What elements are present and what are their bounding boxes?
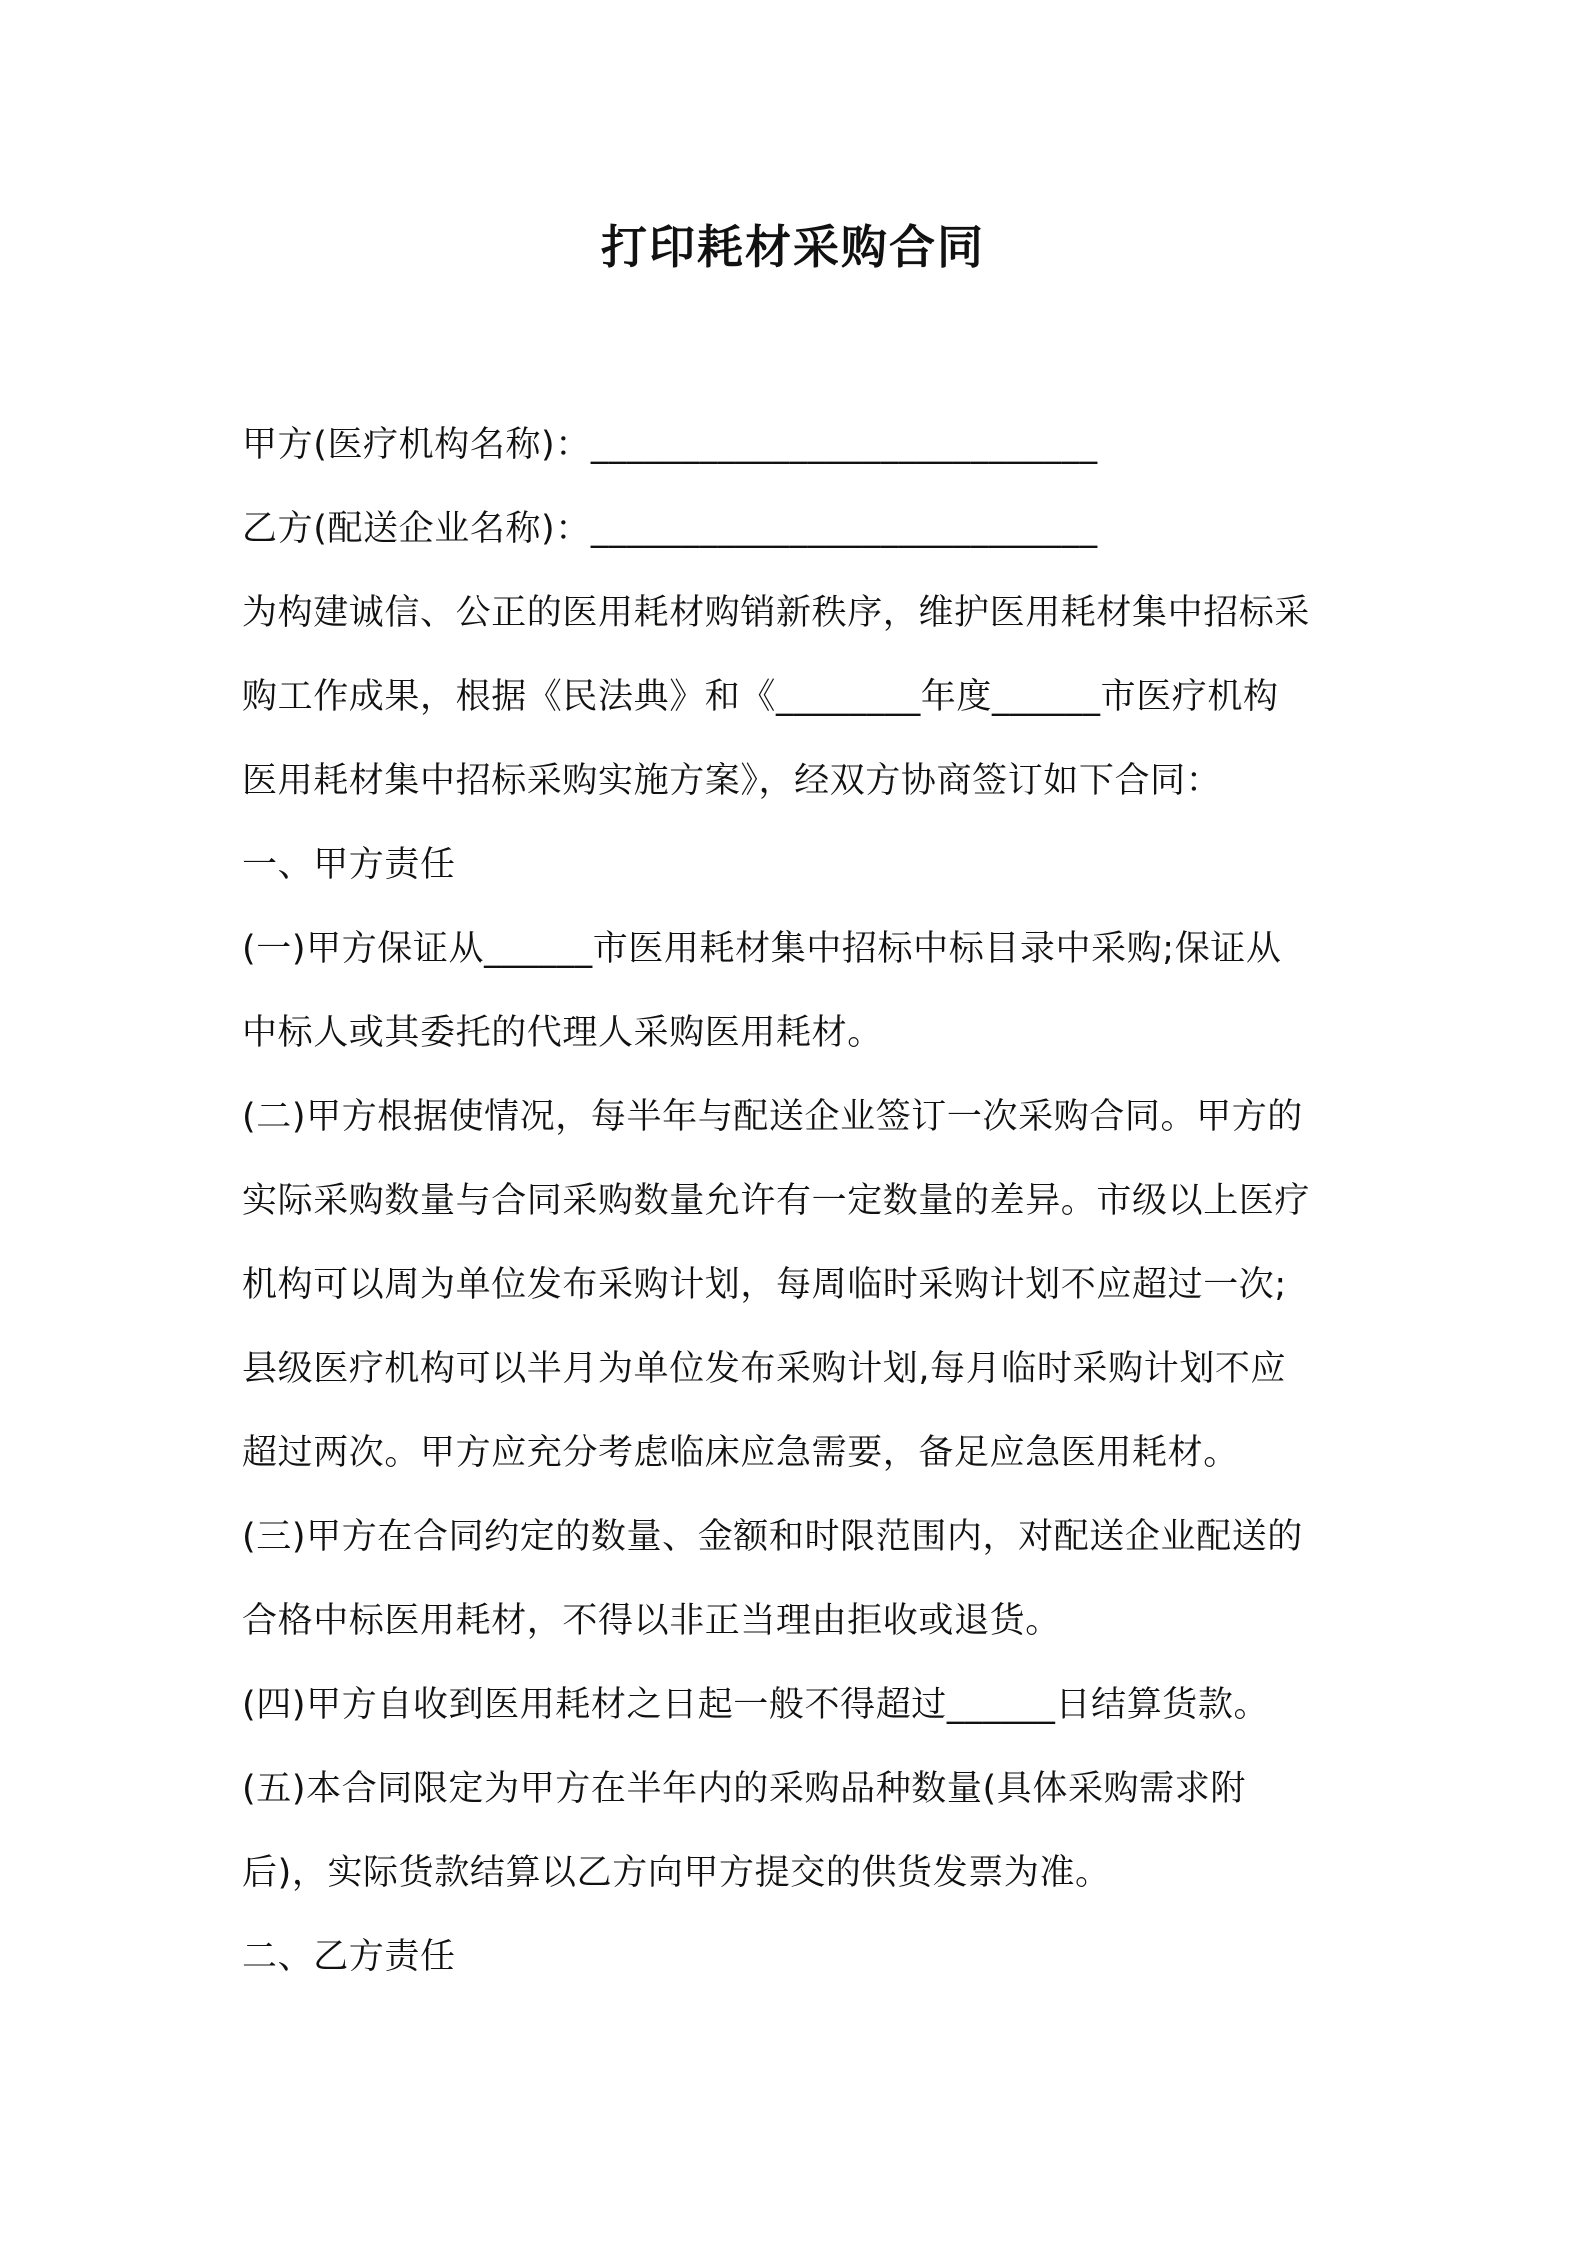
clause-line: 合格中标医用耗材，不得以非正当理由拒收或退货。 [242,1601,1061,1641]
clause-line: 中标人或其委托的代理人采购医用耗材。 [242,1013,883,1053]
section-heading-party-a: 一、甲方责任 [242,845,456,885]
clause-line: (五)本合同限定为甲方在半年内的采购品种数量(具体采购需求附 [242,1769,1246,1809]
preamble-line: 医用耗材集中招标采购实施方案》，经双方协商签订如下合同： [242,761,1222,801]
party-b-line: 乙方(配送企业名称)：____________________________ [242,509,1098,549]
document-title: 打印耗材采购合同 [601,220,985,274]
preamble-line: 购工作成果，根据《民法典》和《________年度______市医疗机构 [242,677,1279,717]
clause-line: (四)甲方自收到医用耗材之日起一般不得超过______日结算货款。 [242,1685,1270,1725]
clause-line: (一)甲方保证从______市医用耗材集中招标中标目录中采购;保证从 [242,929,1282,969]
clause-line: 后)，实际货款结算以乙方向甲方提交的供货发票为准。 [242,1853,1111,1893]
clause-line: 机构可以周为单位发布采购计划，每周临时采购计划不应超过一次; [242,1265,1287,1305]
section-heading-party-b: 二、乙方责任 [242,1937,456,1977]
clause-line: (二)甲方根据使情况，每半年与配送企业签订一次采购合同。甲方的 [242,1097,1303,1137]
clause-line: 超过两次。甲方应充分考虑临床应急需要，备足应急医用耗材。 [242,1433,1239,1473]
clause-line: 实际采购数量与合同采购数量允许有一定数量的差异。市级以上医疗 [242,1181,1311,1221]
preamble-line: 为构建诚信、公正的医用耗材购销新秩序，维护医用耗材集中招标采 [242,593,1311,633]
clause-line: (三)甲方在合同约定的数量、金额和时限范围内，对配送企业配送的 [242,1517,1303,1557]
clause-line: 县级医疗机构可以半月为单位发布采购计划,每月临时采购计划不应 [242,1349,1287,1389]
document-body [242,403,1352,1999]
party-a-line: 甲方(医疗机构名称)：____________________________ [242,425,1098,465]
